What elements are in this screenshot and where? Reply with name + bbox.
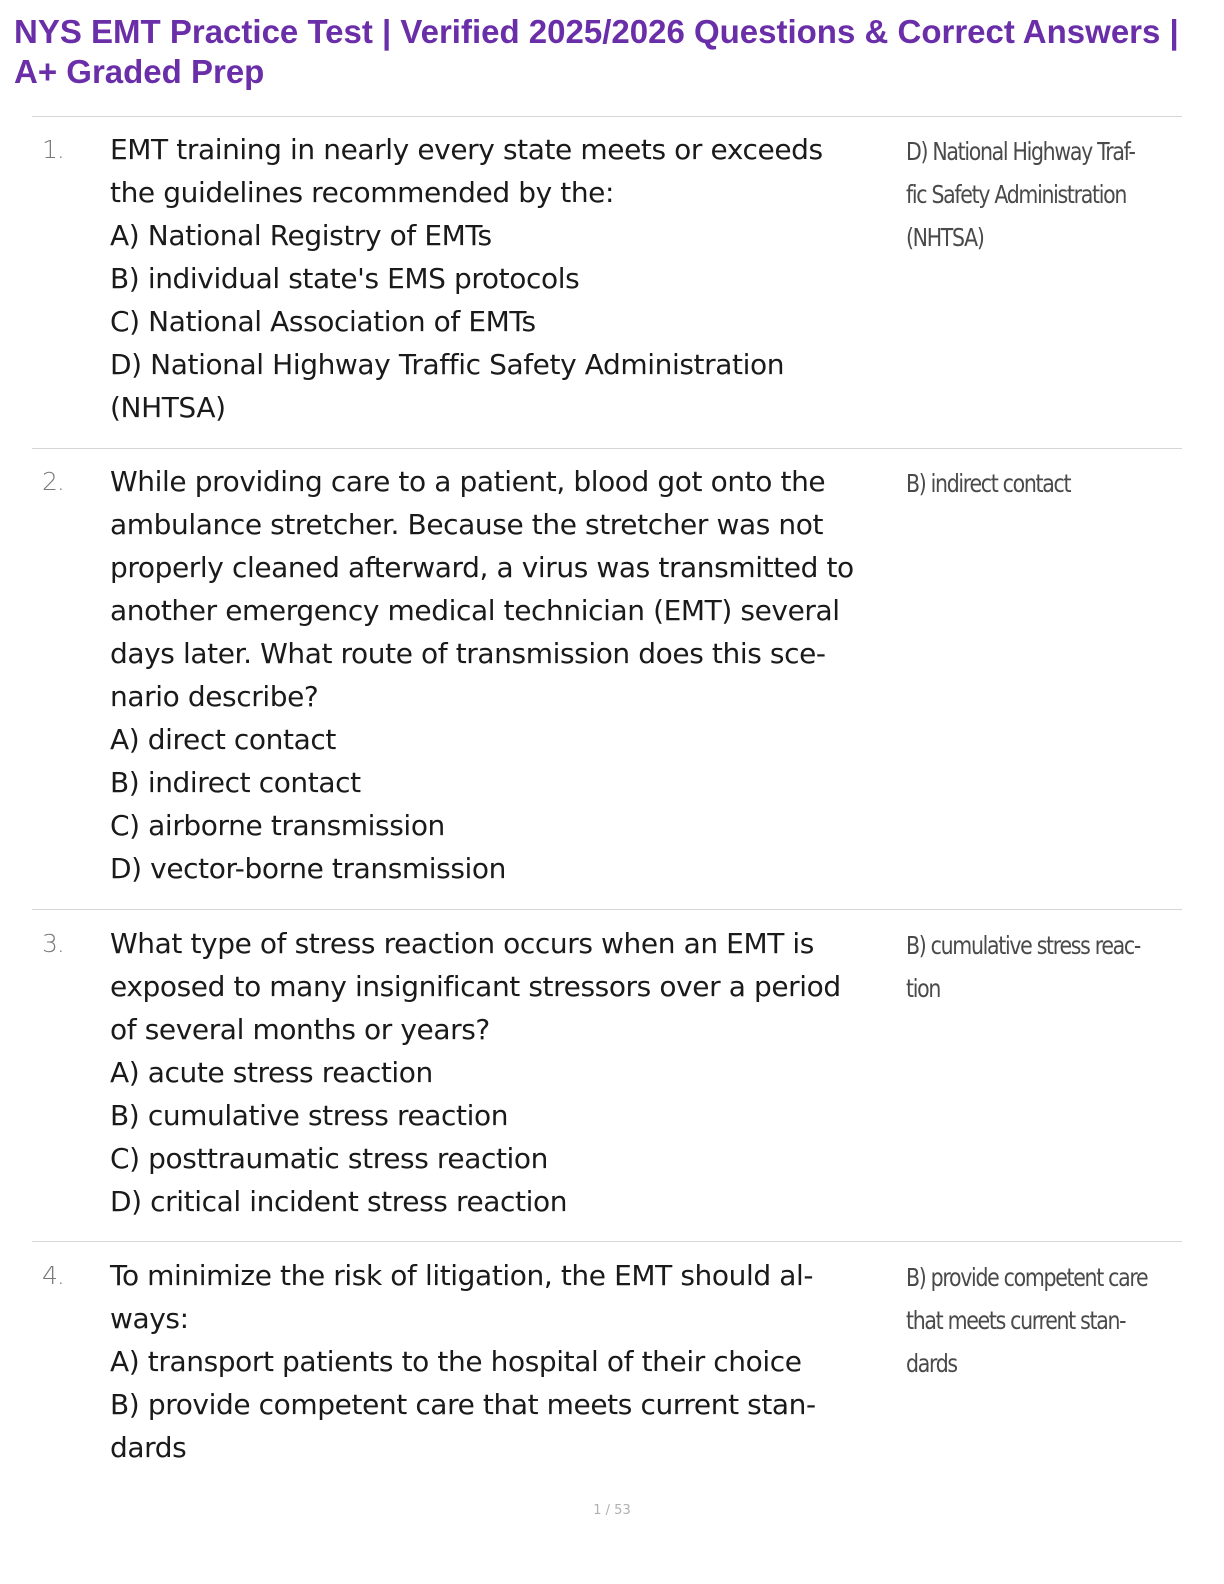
question-number: 3. [42, 929, 64, 958]
answer-line: B) cumulative stress reac- [906, 931, 1140, 960]
answer-text [906, 130, 1135, 259]
question-line: nario describe? [110, 680, 319, 713]
divider [32, 909, 1182, 910]
question-text [110, 460, 900, 890]
page-indicator: 1 / 53 [593, 1503, 631, 1518]
question-text [110, 922, 900, 1223]
answer-line: B) indirect contact [906, 469, 1071, 498]
answer-line: tion [906, 974, 941, 1003]
option-d: D) vector-borne transmission [110, 852, 506, 885]
question-line: days later. What route of transmission does this sce- [110, 637, 826, 670]
answer-line: that meets current stan- [906, 1306, 1126, 1335]
option-a: A) transport patients to the hospital of their choice [110, 1345, 802, 1378]
question-line: exposed to many insignificant stressors over a period [110, 970, 841, 1003]
answer-line: (NHTSA) [906, 223, 984, 252]
answer-text [906, 1256, 1148, 1385]
question-line: What type of stress reaction occurs when an EMT is [110, 927, 814, 960]
option-b: B) indirect contact [110, 766, 361, 799]
option-b: B) cumulative stress reaction [110, 1099, 509, 1132]
option-c: C) posttraumatic stress reaction [110, 1142, 549, 1175]
document-title: NYS EMT Practice Test | Verified 2025/2026 Questions & Correct Answers | A+ Graded Prep [14, 13, 1179, 90]
answer-text [906, 924, 1140, 1010]
option-a: A) direct contact [110, 723, 336, 756]
question-line: the guidelines recommended by the: [110, 176, 615, 209]
option-a: A) National Registry of EMTs [110, 219, 492, 252]
option-c: C) airborne transmission [110, 809, 445, 842]
question-number: 4. [42, 1261, 64, 1290]
question-number: 2. [42, 467, 64, 496]
question-number: 1. [42, 135, 64, 164]
option-b: B) individual state's EMS protocols [110, 262, 580, 295]
option-b-continued: dards [110, 1431, 187, 1464]
question-line: ambulance stretcher. Because the stretcher was not [110, 508, 824, 541]
question-line: of several months or years? [110, 1013, 490, 1046]
option-d: D) critical incident stress reaction [110, 1185, 568, 1218]
answer-line: B) provide competent care [906, 1263, 1148, 1292]
question-line: EMT training in nearly every state meets or exceeds [110, 133, 823, 166]
question-line: To minimize the risk of litigation, the EMT should al- [110, 1259, 814, 1292]
question-line: properly cleaned afterward, a virus was transmitted to [110, 551, 854, 584]
question-line: another emergency medical technician (EMT) several [110, 594, 840, 627]
answer-line: dards [906, 1349, 957, 1378]
option-d-continued: (NHTSA) [110, 391, 226, 424]
answer-line: D) National Highway Traf- [906, 137, 1135, 166]
question-line: While providing care to a patient, blood got onto the [110, 465, 826, 498]
divider [32, 1241, 1182, 1242]
option-b: B) provide competent care that meets current stan- [110, 1388, 816, 1421]
divider [32, 116, 1182, 117]
answer-text [906, 462, 1127, 505]
answer-line: fic Safety Administration [906, 180, 1127, 209]
question-text [110, 1254, 900, 1469]
option-a: A) acute stress reaction [110, 1056, 433, 1089]
divider [32, 448, 1182, 449]
option-c: C) National Association of EMTs [110, 305, 536, 338]
question-line: ways: [110, 1302, 189, 1335]
option-d: D) National Highway Traffic Safety Administration [110, 348, 785, 381]
question-text [110, 128, 900, 429]
